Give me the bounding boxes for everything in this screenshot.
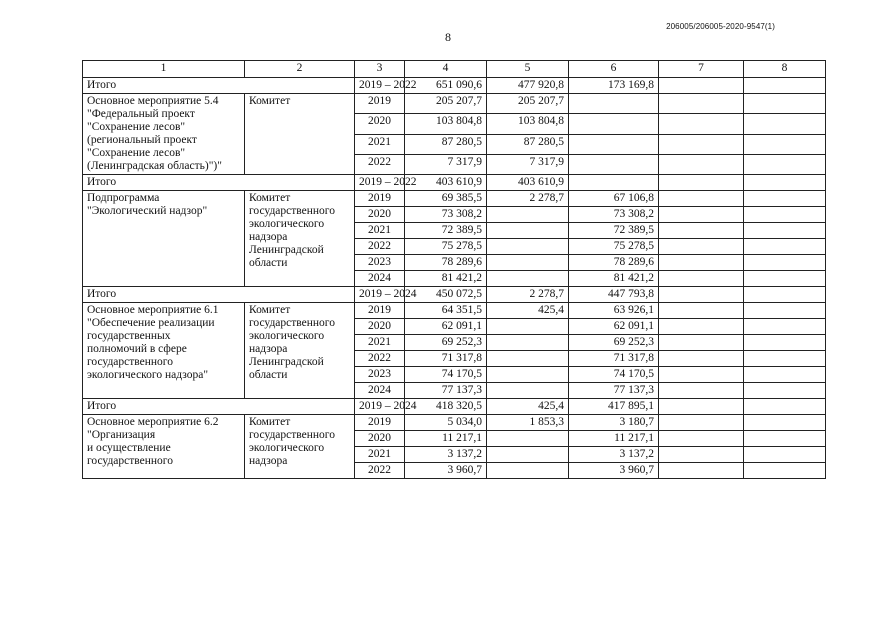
value-cell-col5 [487, 319, 569, 335]
empty-cell-col8 [744, 431, 826, 447]
empty-cell-col8 [744, 94, 826, 114]
value-cell-col6: 63 926,1 [569, 303, 659, 319]
empty-cell-col8 [744, 191, 826, 207]
header-row [83, 61, 826, 78]
empty-cell-col8 [744, 415, 826, 431]
value-cell-col6: 78 289,6 [569, 255, 659, 271]
value-cell-col6: 74 170,5 [569, 367, 659, 383]
value-cell-col4: 77 137,3 [405, 383, 487, 399]
value-cell-col5: 1 853,3 [487, 415, 569, 431]
value-cell-col5: 2 278,7 [487, 287, 569, 303]
page-number: 8 [445, 30, 451, 44]
value-cell-col4: 3 137,2 [405, 447, 487, 463]
value-cell-col5 [487, 223, 569, 239]
value-cell-col5 [487, 271, 569, 287]
empty-cell-col8 [744, 335, 826, 351]
value-cell-col4: 74 170,5 [405, 367, 487, 383]
value-cell-col6: 11 217,1 [569, 431, 659, 447]
empty-cell-col8 [744, 303, 826, 319]
executor-cell: Комитет государственного экологического надзора Ленинградской области [245, 303, 355, 399]
value-cell-col5: 87 280,5 [487, 134, 569, 154]
value-cell-col4: 73 308,2 [405, 207, 487, 223]
value-cell-col4: 11 217,1 [405, 431, 487, 447]
year-cell: 2021 [355, 223, 405, 239]
value-cell-col6: 173 169,8 [569, 78, 659, 94]
empty-cell-col7 [659, 154, 744, 174]
value-cell-col6: 447 793,8 [569, 287, 659, 303]
value-cell-col6: 62 091,1 [569, 319, 659, 335]
value-cell-col4: 69 385,5 [405, 191, 487, 207]
value-cell-col6: 75 278,5 [569, 239, 659, 255]
document-id: 206005/206005-2020-9547(1) [666, 22, 775, 31]
column-header: 5 [487, 61, 569, 78]
value-cell-col4: 205 207,7 [405, 94, 487, 114]
empty-cell-col8 [744, 207, 826, 223]
empty-cell-col8 [744, 175, 826, 191]
empty-cell-col7 [659, 191, 744, 207]
value-cell-col6 [569, 134, 659, 154]
measure-name-cell: Подпрограмма "Экологический надзор" [83, 191, 245, 287]
measure-name-cell: Основное мероприятие 6.2 "Организация и осуществление государственного [83, 415, 245, 479]
total-row [83, 399, 826, 415]
empty-cell-col8 [744, 154, 826, 174]
empty-cell-col7 [659, 271, 744, 287]
value-cell-col5: 205 207,7 [487, 94, 569, 114]
value-cell-col5 [487, 383, 569, 399]
year-cell: 2019 [355, 415, 405, 431]
value-cell-col6 [569, 154, 659, 174]
empty-cell-col8 [744, 239, 826, 255]
empty-cell-col8 [744, 114, 826, 134]
period-cell: 2019 – 2024 [355, 287, 405, 303]
total-label: Итого [83, 287, 355, 303]
empty-cell-col8 [744, 463, 826, 479]
value-cell-col5 [487, 431, 569, 447]
year-cell: 2020 [355, 431, 405, 447]
empty-cell-col8 [744, 383, 826, 399]
table-row [83, 191, 826, 207]
column-header: 2 [245, 61, 355, 78]
empty-cell-col8 [744, 447, 826, 463]
empty-cell-col7 [659, 351, 744, 367]
value-cell-col4: 5 034,0 [405, 415, 487, 431]
year-cell: 2019 [355, 191, 405, 207]
year-cell: 2019 [355, 94, 405, 114]
value-cell-col4: 62 091,1 [405, 319, 487, 335]
value-cell-col4: 71 317,8 [405, 351, 487, 367]
empty-cell-col8 [744, 271, 826, 287]
year-cell: 2020 [355, 114, 405, 134]
year-cell: 2020 [355, 207, 405, 223]
empty-cell-col7 [659, 431, 744, 447]
total-row [83, 287, 826, 303]
empty-cell-col7 [659, 114, 744, 134]
empty-cell-col8 [744, 351, 826, 367]
empty-cell-col7 [659, 78, 744, 94]
executor-cell: Комитет государственного экологического надзора [245, 415, 355, 479]
period-cell: 2019 – 2022 [355, 175, 405, 191]
year-cell: 2024 [355, 383, 405, 399]
empty-cell-col7 [659, 175, 744, 191]
value-cell-col5 [487, 351, 569, 367]
value-cell-col5: 425,4 [487, 399, 569, 415]
value-cell-col4: 72 389,5 [405, 223, 487, 239]
period-cell: 2019 – 2024 [355, 399, 405, 415]
value-cell-col6 [569, 114, 659, 134]
value-cell-col4: 450 072,5 [405, 287, 487, 303]
column-header: 6 [569, 61, 659, 78]
value-cell-col6 [569, 175, 659, 191]
empty-cell-col7 [659, 223, 744, 239]
year-cell: 2020 [355, 319, 405, 335]
empty-cell-col8 [744, 78, 826, 94]
value-cell-col6: 3 137,2 [569, 447, 659, 463]
executor-cell: Комитет [245, 94, 355, 175]
value-cell-col4: 64 351,5 [405, 303, 487, 319]
year-cell: 2023 [355, 255, 405, 271]
budget-table [82, 60, 826, 479]
value-cell-col4: 403 610,9 [405, 175, 487, 191]
value-cell-col4: 418 320,5 [405, 399, 487, 415]
value-cell-col4: 103 804,8 [405, 114, 487, 134]
empty-cell-col7 [659, 367, 744, 383]
year-cell: 2022 [355, 463, 405, 479]
year-cell: 2021 [355, 335, 405, 351]
empty-cell-col7 [659, 415, 744, 431]
value-cell-col6: 81 421,2 [569, 271, 659, 287]
empty-cell-col8 [744, 223, 826, 239]
value-cell-col6: 69 252,3 [569, 335, 659, 351]
column-header: 7 [659, 61, 744, 78]
total-row [83, 175, 826, 191]
value-cell-col6: 3 180,7 [569, 415, 659, 431]
value-cell-col4: 69 252,3 [405, 335, 487, 351]
empty-cell-col8 [744, 134, 826, 154]
value-cell-col5 [487, 463, 569, 479]
empty-cell-col7 [659, 255, 744, 271]
value-cell-col5: 425,4 [487, 303, 569, 319]
value-cell-col5 [487, 207, 569, 223]
value-cell-col6: 77 137,3 [569, 383, 659, 399]
total-label: Итого [83, 78, 355, 94]
empty-cell-col7 [659, 134, 744, 154]
value-cell-col4: 3 960,7 [405, 463, 487, 479]
year-cell: 2022 [355, 239, 405, 255]
empty-cell-col7 [659, 303, 744, 319]
empty-cell-col8 [744, 399, 826, 415]
empty-cell-col7 [659, 287, 744, 303]
total-row [83, 78, 826, 94]
value-cell-col5: 2 278,7 [487, 191, 569, 207]
empty-cell-col8 [744, 255, 826, 271]
year-cell: 2023 [355, 367, 405, 383]
empty-cell-col7 [659, 239, 744, 255]
empty-cell-col7 [659, 94, 744, 114]
value-cell-col4: 81 421,2 [405, 271, 487, 287]
year-cell: 2021 [355, 134, 405, 154]
value-cell-col6 [569, 94, 659, 114]
value-cell-col6: 71 317,8 [569, 351, 659, 367]
column-header: 1 [83, 61, 245, 78]
empty-cell-col7 [659, 447, 744, 463]
year-cell: 2022 [355, 154, 405, 174]
column-header: 8 [744, 61, 826, 78]
empty-cell-col7 [659, 319, 744, 335]
empty-cell-col8 [744, 319, 826, 335]
period-cell: 2019 – 2022 [355, 78, 405, 94]
value-cell-col5: 103 804,8 [487, 114, 569, 134]
year-cell: 2024 [355, 271, 405, 287]
measure-name-cell: Основное мероприятие 6.1 "Обеспечение реализации государственных полномочий в сфере государственного экологического надзора" [83, 303, 245, 399]
value-cell-col5: 7 317,9 [487, 154, 569, 174]
year-cell: 2022 [355, 351, 405, 367]
value-cell-col5 [487, 367, 569, 383]
year-cell: 2019 [355, 303, 405, 319]
value-cell-col5: 477 920,8 [487, 78, 569, 94]
empty-cell-col7 [659, 335, 744, 351]
value-cell-col4: 651 090,6 [405, 78, 487, 94]
value-cell-col5 [487, 255, 569, 271]
value-cell-col4: 87 280,5 [405, 134, 487, 154]
empty-cell-col8 [744, 287, 826, 303]
value-cell-col5 [487, 447, 569, 463]
table-row [83, 415, 826, 431]
value-cell-col6: 67 106,8 [569, 191, 659, 207]
total-label: Итого [83, 399, 355, 415]
measure-name-cell: Основное мероприятие 5.4 "Федеральный проект "Сохранение лесов" (региональный проект "Сохранение лесов" (Ленинградская область)")" [83, 94, 245, 175]
value-cell-col6: 3 960,7 [569, 463, 659, 479]
empty-cell-col7 [659, 463, 744, 479]
year-cell: 2021 [355, 447, 405, 463]
empty-cell-col8 [744, 367, 826, 383]
value-cell-col6: 417 895,1 [569, 399, 659, 415]
empty-cell-col7 [659, 207, 744, 223]
value-cell-col5 [487, 239, 569, 255]
value-cell-col5 [487, 335, 569, 351]
empty-cell-col7 [659, 399, 744, 415]
value-cell-col4: 78 289,6 [405, 255, 487, 271]
value-cell-col5: 403 610,9 [487, 175, 569, 191]
value-cell-col6: 72 389,5 [569, 223, 659, 239]
column-header: 3 [355, 61, 405, 78]
executor-cell: Комитет государственного экологического надзора Ленинградской области [245, 191, 355, 287]
table-row [83, 303, 826, 319]
value-cell-col6: 73 308,2 [569, 207, 659, 223]
table-row [83, 94, 826, 114]
column-header: 4 [405, 61, 487, 78]
value-cell-col4: 7 317,9 [405, 154, 487, 174]
value-cell-col4: 75 278,5 [405, 239, 487, 255]
total-label: Итого [83, 175, 355, 191]
empty-cell-col7 [659, 383, 744, 399]
